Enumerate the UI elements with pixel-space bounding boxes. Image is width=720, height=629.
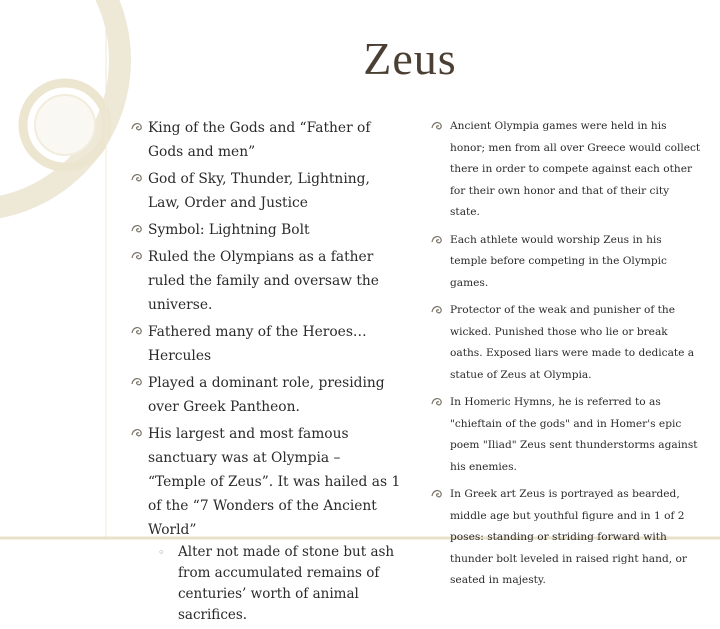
curl-bullet-icon <box>430 233 444 247</box>
bullet-text: His largest and most famous sanctuary was at Olympia – “Temple of Zeus”. It was hailed as 1 of the “7 Wonders of the Ancient World” <box>148 426 401 538</box>
curl-bullet-icon <box>430 303 444 317</box>
bullet-text: Ancient Olympia games were held in his honor; men from all over Greece would collect there in order to compete against each other for their own honor and that of their city state. <box>450 120 701 218</box>
bullet-text: Fathered many of the Heroes…Hercules <box>148 324 367 364</box>
hollow-circle-bullet-icon: ◦ <box>158 546 165 559</box>
curl-bullet-icon <box>130 171 144 185</box>
list-item <box>430 484 702 592</box>
curl-bullet-icon <box>130 426 144 440</box>
curl-bullet-icon <box>130 324 144 338</box>
curl-bullet-icon <box>130 120 144 134</box>
decor-ring-large <box>0 0 120 210</box>
bullet-text: In Homeric Hymns, he is referred to as "chieftain of the gods" and in Homer's epic poem "Iliad" Zeus sent thunderstorms against his enemies. <box>450 396 698 473</box>
decor-ring-small <box>23 83 107 167</box>
sub-bullet-text: Alter not made of stone but ash from accumulated remains of centuries’ worth of animal sacrifices. <box>178 544 395 623</box>
list-item <box>130 167 402 215</box>
slide-title: Zeus <box>363 33 457 84</box>
curl-bullet-icon <box>430 487 444 501</box>
list-item <box>130 422 402 626</box>
bullet-text: Protector of the weak and punisher of the wicked. Punished those who lie or break oaths. Exposed liars were made to dedicate a statue of Zeus at Olympia. <box>450 304 695 381</box>
curl-bullet-icon <box>430 119 444 133</box>
curl-bullet-icon <box>130 249 144 263</box>
list-item <box>130 245 402 317</box>
list-item <box>430 116 702 224</box>
bullet-text: King of the Gods and “Father of Gods and men” <box>148 120 371 160</box>
list-item <box>130 371 402 419</box>
list-item <box>430 230 702 295</box>
bullet-text: Ruled the Olympians as a father ruled the family and oversaw the universe. <box>148 249 379 313</box>
bullet-text: Played a dominant role, presiding over Greek Pantheon. <box>148 375 385 415</box>
sub-bullet-list <box>148 542 402 626</box>
list-item <box>130 320 402 368</box>
curl-bullet-icon <box>130 375 144 389</box>
curl-bullet-icon <box>130 222 144 236</box>
list-item <box>430 392 702 478</box>
bullet-text: In Greek art Zeus is portrayed as bearded, middle age but youthful figure and in 1 of 2 poses: standing or striding forward with thunder bolt leveled in raised right hand, or seated in majesty. <box>450 488 687 586</box>
list-item <box>430 300 702 386</box>
bullet-text: Symbol: Lightning Bolt <box>148 222 310 238</box>
sub-list-item <box>148 542 402 626</box>
list-item <box>130 116 402 164</box>
left-bullet-list <box>130 116 402 629</box>
right-bullet-list <box>430 116 702 598</box>
curl-bullet-icon <box>430 395 444 409</box>
decor-ring-inner <box>35 95 95 155</box>
bullet-text: God of Sky, Thunder, Lightning, Law, Order and Justice <box>148 171 370 211</box>
list-item <box>130 218 402 242</box>
bullet-text: Each athlete would worship Zeus in his temple before competing in the Olympic games. <box>450 233 667 289</box>
